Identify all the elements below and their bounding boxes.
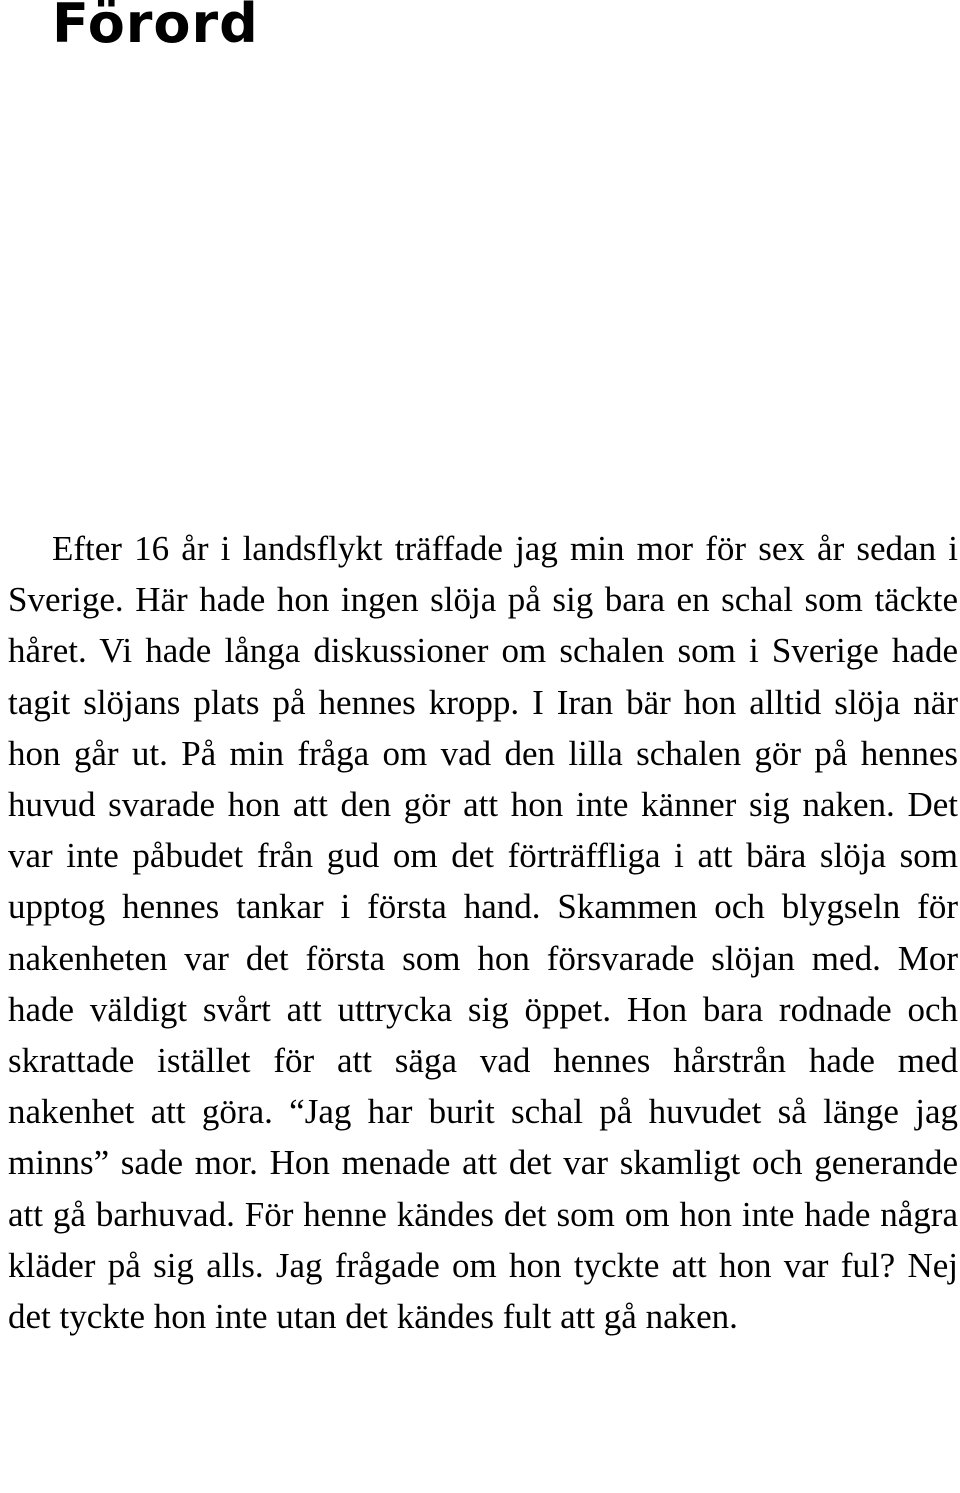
- body-paragraph: Efter 16 år i landsflykt träffade jag min mor för sex år sedan i Sverige. Här hade hon ingen slöja på sig bara en schal som täckte håret. Vi hade långa diskussioner om schalen som i Sverige hade tagit slöjans plats på hennes kropp. I Iran bär hon alltid slöja när hon går ut. På min fråga om vad den lilla schalen gör på hennes huvud svarade hon att den gör att hon inte känner sig naken. Det var inte påbudet från gud om det förträffliga i att bära slöja som upptog hennes tankar i första hand. Skammen och blygseln för nakenheten var det första som hon försvarade slöjan med. Mor hade väldigt svårt att uttrycka sig öppet. Hon bara rodnade och skrattade istället för att säga vad hennes hårstrån hade med nakenhet att göra. “Jag har burit schal på huvudet så länge jag minns” sade mor. Hon menade att det var skamligt och generande att gå barhuvad. För henne kändes det som om hon inte hade några kläder på sig alls. Jag frågade om hon tyckte att hon var ful? Nej det tyckte hon inte utan det kändes fult att gå naken.: [8, 529, 958, 1337]
- chapter-title: Förord: [52, 0, 259, 55]
